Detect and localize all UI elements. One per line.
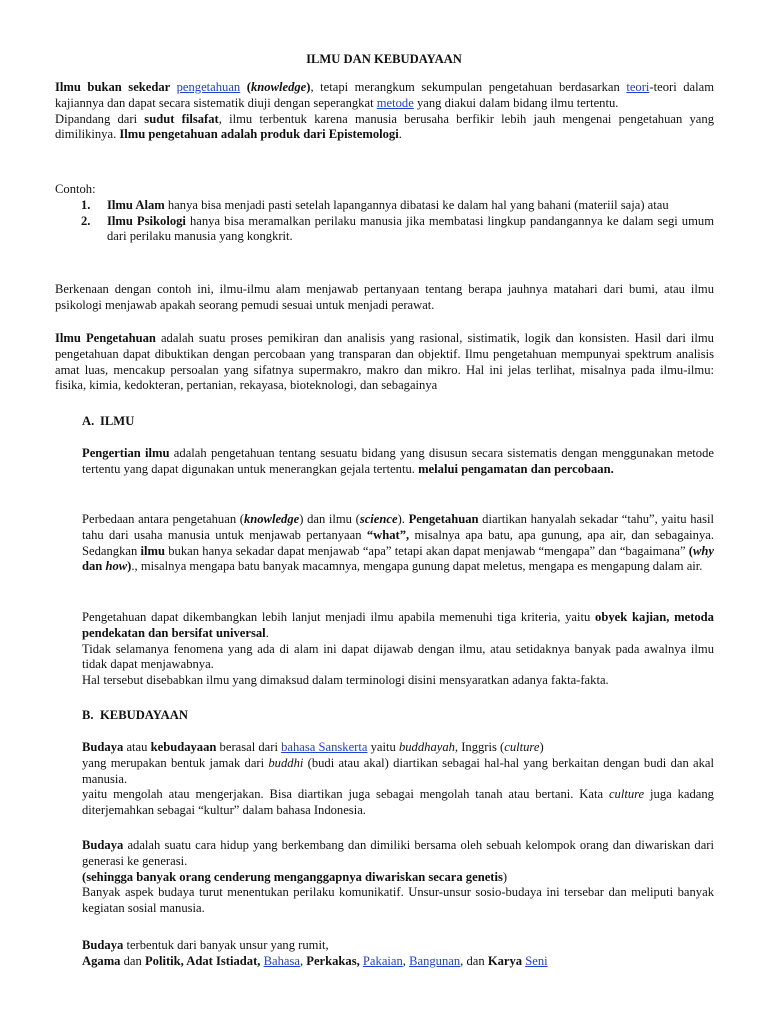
- text: adalah suatu cara hidup yang berkembang dan dimiliki bersama oleh sebuah kelompok orang dan diwariskan dari generasi ke generasi.: [82, 838, 714, 868]
- term-buddhi: buddhi: [268, 755, 304, 770]
- paren-close: ): [127, 559, 132, 574]
- text: yang diakui dalam bidang ilmu tertentu.: [413, 95, 619, 110]
- term-budaya: Budaya: [82, 938, 124, 952]
- section-b-p4: [82, 838, 714, 917]
- link-teori[interactable]: teori: [626, 80, 650, 94]
- text: , ilmu terbentuk karena manusia berusaha berfikir lebih jauh mengenai pengetahuan yang dimilikinya.: [55, 111, 714, 142]
- bold-genetis: (sehingga banyak orang cenderung menganggapnya diwariskan secara genetis: [82, 869, 503, 884]
- text: yaitu mengolah atau mengerjakan. Bisa diartikan juga sebagai mengolah tanah atau bertani. Kata: [82, 787, 609, 802]
- text: ): [502, 869, 508, 884]
- section-b-p7: [82, 938, 714, 970]
- berkenaan-block: [55, 282, 714, 314]
- text: ,: [299, 953, 307, 968]
- text: (budi atau akal) diartikan sebagai hal-hal yang berkaitan dengan budi dan akal manusia.: [82, 755, 714, 786]
- paragraph: [82, 938, 714, 954]
- term-why: why: [693, 543, 714, 558]
- intro-block: [55, 80, 714, 143]
- text: , tetapi merangkum sekumpulan pengetahuan berdasarkan: [310, 80, 627, 94]
- text: atau: [123, 740, 151, 754]
- term-pengertian-ilmu: Pengertian ilmu: [82, 446, 170, 460]
- list-item-text: hanya bisa meramalkan perilaku manusia jika membatasi lingkup pandangannya ke dalam segi umum dari perilaku manusia yang kongkrit.: [107, 213, 714, 244]
- link-bahasa[interactable]: Bahasa: [263, 953, 300, 968]
- paragraph: [82, 838, 714, 870]
- term-sudut-filsafat: sudut filsafat: [144, 111, 219, 126]
- paren-open: (: [240, 80, 251, 94]
- text: .: [398, 127, 402, 142]
- paragraph: [82, 512, 714, 575]
- text: yaitu: [367, 740, 399, 754]
- contoh-list: [81, 198, 714, 245]
- text: terbentuk dari banyak unsur yang rumit,: [123, 938, 329, 952]
- text: -teori dalam kajiannya dan dapat secara sistematik diuji dengan seperangkat: [55, 80, 715, 110]
- link-bahasa-sanskerta[interactable]: bahasa Sanskerta: [281, 740, 368, 754]
- term-knowledge: knowledge: [243, 512, 300, 526]
- epistemologi-statement: Ilmu pengetahuan adalah produk dari Epistemologi: [119, 127, 399, 142]
- text: juga kadang diterjemahkan sebagai “kultur” dalam bahasa Indonesia.: [82, 787, 714, 818]
- term-perkakas: Perkakas,: [306, 953, 363, 968]
- text: adalah pengetahuan tentang sesuatu bidang yang disusun secara sistematis dengan menggunakan metode tertentu yang dapat digunakan untuk menerangkan gejala tertentu.: [82, 446, 714, 476]
- text: ): [539, 740, 544, 754]
- contoh-block: [55, 182, 714, 245]
- link-bangunan[interactable]: Bangunan: [409, 953, 461, 968]
- paragraph: Tidak selamanya fenomena yang ada di alam ini dapat dijawab dengan ilmu, atau setidaknya banyak pada awalnya ilmu tidak dapat menjawabnya.: [82, 641, 714, 672]
- text: , Inggris (: [454, 740, 505, 754]
- contoh-label: Contoh:: [55, 182, 96, 196]
- paragraph: Hal tersebut disebabkan ilmu yang dimaksud dalam terminologi disini mensyaratkan adanya fakta-fakta.: [82, 673, 609, 688]
- term-how: how: [105, 559, 128, 574]
- section-letter: A.: [82, 414, 95, 428]
- text: , dan: [460, 953, 488, 968]
- paragraph: [82, 870, 714, 886]
- list-item: [81, 214, 714, 246]
- ilmu-pengetahuan-paragraph: [55, 331, 714, 394]
- term-pengetahuan: Pengetahuan: [408, 512, 479, 526]
- list-item: [81, 198, 714, 214]
- intro-paragraph-1: [55, 80, 714, 112]
- section-b-p1: [82, 740, 714, 819]
- link-pakaian[interactable]: Pakaian: [362, 953, 403, 968]
- bold-politik-adat: Politik, Adat Istiadat,: [144, 953, 264, 968]
- intro-paragraph-2: [55, 112, 714, 144]
- paragraph: [82, 787, 714, 819]
- term-budaya: Budaya: [82, 740, 124, 754]
- text: Pengetahuan dapat dikembangkan lebih lanjut menjadi ilmu apabila memenuhi tiga kriteria, yaitu: [82, 610, 596, 624]
- ilmu-pengetahuan-block: [55, 331, 714, 394]
- paren-open: (: [688, 543, 693, 558]
- link-seni[interactable]: Seni: [525, 953, 548, 968]
- term-buddhayah: buddhayah: [398, 740, 455, 754]
- term-culture: culture: [504, 740, 540, 754]
- section-a-p1: [82, 446, 714, 478]
- section-a-p3: [82, 610, 714, 689]
- bold-dan: dan: [82, 559, 106, 574]
- term-ilmu-pengetahuan: Ilmu Pengetahuan: [55, 331, 156, 345]
- text: misalnya apa batu, apa gunung, apa air, dan sebagainya. Sedangkan: [82, 527, 714, 558]
- section-a-heading: [82, 414, 134, 430]
- link-pengetahuan[interactable]: pengetahuan: [176, 80, 241, 94]
- link-metode[interactable]: metode: [376, 95, 414, 110]
- term-karya: Karya: [487, 953, 526, 968]
- paragraph: [82, 446, 714, 478]
- text: diartikan hanyalah sekadar “tahu”, yaitu hasil tahu dari usaha manusia untuk menjawab pertanyaan: [82, 512, 715, 542]
- paragraph: [82, 954, 714, 970]
- term-culture: culture: [608, 787, 645, 802]
- section-letter: B.: [82, 708, 94, 722]
- term-ilmu: ilmu: [140, 543, 166, 558]
- paren-close: ): [306, 80, 311, 94]
- section-b-heading: [82, 708, 188, 724]
- text: adalah suatu proses pemikiran dan analisis yang rasional, sistimatik, logik dan konsisten. Hasil dari ilmu pengetahuan dapat dibuktikan dengan percobaan yang transparan dan objektif. Ilmu pengetahuan mempunyai spektrum analisis amat luas, mencakup persoalan yang sifatnya supermakro, makro dan mikro. Hal ini jelas terlihat, misalnya pada ilmu-ilmu: fisika, kimia, kedokteran, pertanian, rekayasa, bioteknologi, dan sebagainya: [55, 331, 714, 393]
- term-what: “what”,: [366, 527, 410, 542]
- paragraph: [82, 756, 714, 788]
- term-agama: Agama: [82, 953, 121, 968]
- term-knowledge: knowledge: [250, 80, 307, 94]
- intro-bold-lead: Ilmu bukan sekedar: [55, 80, 177, 94]
- paragraph: Banyak aspek budaya turut menentukan perilaku komunikatif. Unsur-unsur sosio-budaya ini tersebar dan meliputi banyak kegiatan sosial manusia.: [82, 885, 714, 916]
- term-science: science: [359, 512, 398, 526]
- list-item-text: hanya bisa menjadi pasti setelah lapangannya dibatasi ke dalam hal yang bahani (materiil saja) atau: [164, 197, 669, 212]
- text: dan: [120, 953, 145, 968]
- list-number: 1.: [81, 197, 91, 212]
- text: .: [265, 625, 269, 640]
- section-title: KEBUDAYAAN: [100, 708, 188, 722]
- paragraph: [82, 610, 714, 642]
- section-title: ILMU: [100, 414, 135, 428]
- text: Dipandang dari: [55, 111, 145, 126]
- page-title: ILMU DAN KEBUDAYAAN: [306, 52, 462, 66]
- berkenaan-paragraph: Berkenaan dengan contoh ini, ilmu-ilmu alam menjawab pertanyaan tentang berapa jauhnya matahari dari bumi, atau ilmu psikologi menjawab apakah seorang pemudi sesuai untuk menjadi perawat.: [55, 282, 714, 312]
- section-a-p2: [82, 512, 714, 575]
- text: ).: [397, 512, 409, 526]
- text: ) dan ilmu (: [299, 512, 360, 526]
- bold-criteria: obyek kajian, metoda pendekatan dan bersifat universal: [82, 610, 714, 640]
- text: Perbedaan antara pengetahuan (: [82, 512, 244, 526]
- text: yang merupakan bentuk jamak dari: [82, 755, 269, 770]
- list-item-term: Ilmu Psikologi: [107, 213, 186, 228]
- term-budaya: Budaya: [82, 838, 124, 852]
- term-kebudayaan: kebudayaan: [150, 740, 217, 754]
- text: berasal dari: [216, 740, 282, 754]
- text: ,: [402, 953, 410, 968]
- list-item-term: Ilmu Alam: [107, 197, 165, 212]
- text: bukan hanya sekadar dapat menjawab “apa” tetapi akan dapat menjawab “mengapa” dan “bagaimana”: [165, 543, 689, 558]
- paragraph: [82, 740, 714, 756]
- list-number: 2.: [81, 213, 91, 228]
- text: ., misalnya mengapa batu banyak macamnya, mengapa gunung dapat meletus, mengapa es mengapung dalam air.: [131, 559, 703, 574]
- bold-phrase: melalui pengamatan dan percobaan.: [418, 461, 614, 476]
